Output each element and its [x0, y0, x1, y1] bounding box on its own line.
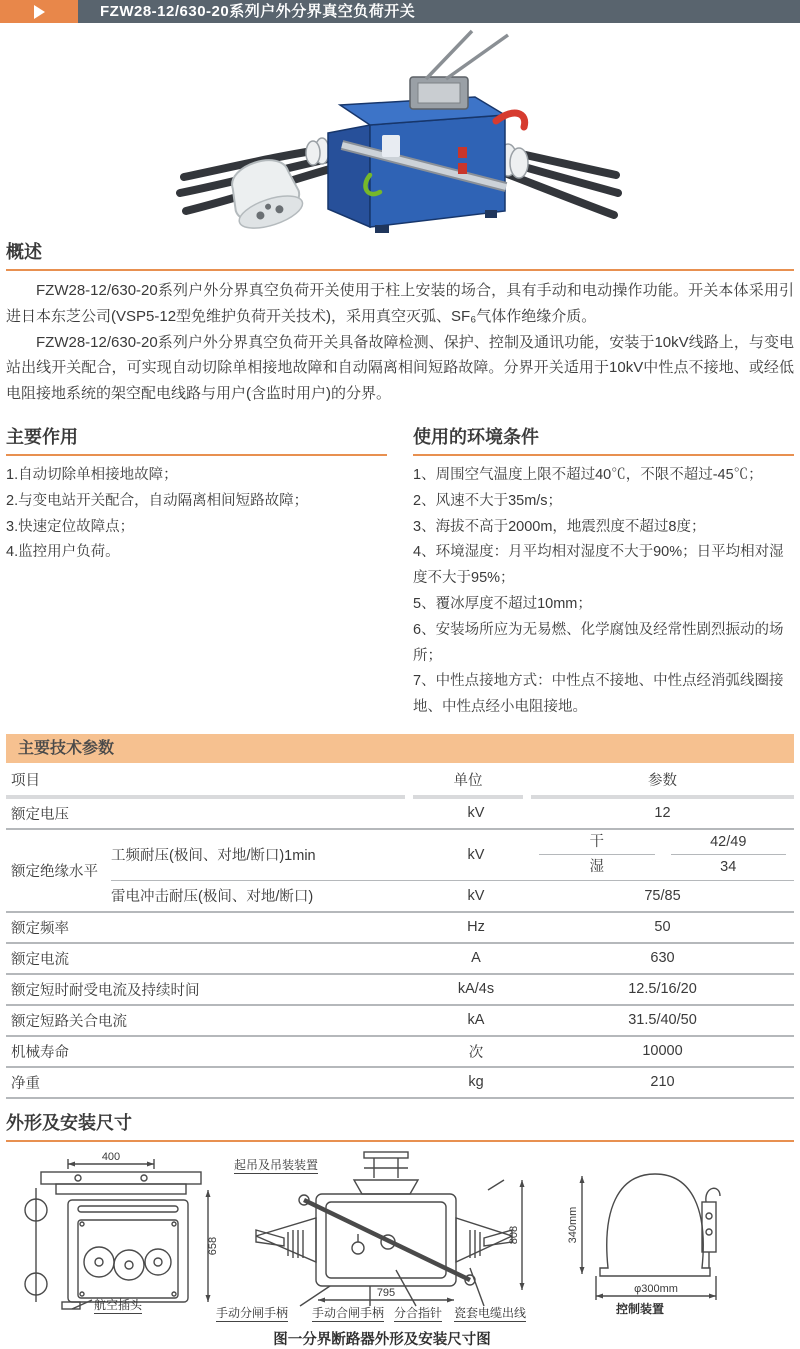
environment-item: 2、风速不大于35m/s；	[413, 492, 563, 509]
param-name: 额定电流	[11, 951, 69, 968]
param-value: 12.5/16/20	[628, 981, 697, 998]
param-unit: 次	[468, 1044, 484, 1061]
dim-795: 795	[376, 1286, 396, 1299]
dim-808: 808	[508, 1225, 520, 1245]
dry-value: 42/49	[671, 830, 787, 855]
lifting-device-label: 起吊及吊装装置	[234, 1157, 319, 1172]
dim-400: 400	[101, 1150, 121, 1163]
functions-title: 主要作用	[6, 423, 387, 456]
param-value: 75/85	[644, 887, 681, 904]
play-triangle-icon	[34, 5, 45, 19]
dimensions-title: 外形及安装尺寸	[6, 1109, 794, 1142]
overview-paragraph-2: FZW28-12/630-20系列户外分界真空负荷开关具备故障检测、保护、控制及通讯功能，安装于10kV线路上，与变电站出线开关配合，可实现自动切除单相接地故障和自动隔离相间短路故障。分界开关适用于10kV中性点不接地、或经低电阻接地系统的架空配电线路与用户(含监时用户)的分界。	[6, 333, 794, 403]
param-unit: kA	[467, 1012, 485, 1029]
product-photo	[0, 23, 800, 228]
param-name: 机械寿命	[11, 1044, 69, 1061]
table-header-row	[6, 765, 794, 799]
function-item: 4.监控用户负荷。	[6, 544, 120, 561]
overview-paragraph-1: FZW28-12/630-20系列户外分界真空负荷开关使用于柱上安装的场合，具有手动和电动操作功能。开关本体采用引进日本东芝公司(VSP5-12型免维护负荷开关技术)，采用真空灭弧、SF₆气体作绝缘介质。	[6, 282, 794, 325]
functions-column	[6, 413, 387, 721]
manual-close-handle-label: 手动合闸手柄	[312, 1305, 385, 1320]
param-name: 额定电压	[11, 806, 69, 823]
param-name: 净重	[11, 1075, 40, 1092]
environment-item: 6、安装场所应为无易燃、化学腐蚀及经常性剧烈振动的场所；	[413, 621, 784, 664]
param-name: 雷电冲击耐压(极间、对地/断口)	[111, 889, 314, 906]
param-unit: kV	[467, 805, 485, 822]
page-header	[0, 0, 800, 23]
control-device-label: 控制装置	[616, 1301, 665, 1316]
param-value: 12	[654, 805, 671, 822]
col-header-item: 项目	[6, 765, 405, 799]
figure-side-view	[6, 1150, 238, 1348]
function-item: 2.与变电站开关配合，自动隔离相间短路故障；	[6, 492, 309, 509]
switch-photo-illustration	[170, 29, 630, 234]
col-header-unit: 单位	[413, 765, 523, 799]
tech-params-table	[6, 765, 794, 1099]
param-name: 额定短路关合电流	[11, 1013, 127, 1030]
param-unit: kg	[468, 1074, 484, 1091]
table-row	[6, 975, 794, 1006]
param-value: 10000	[642, 1043, 683, 1060]
param-unit: kA/4s	[457, 981, 495, 998]
power-frequency-row	[111, 830, 794, 881]
header-accent-box	[0, 0, 78, 23]
environment-item: 7、中性点接地方式：中性点不接地、中性点经消弧线圈接地、中性点经小电阻接地。	[413, 673, 784, 716]
function-item: 1.自动切除单相接地故障；	[6, 466, 178, 483]
table-row	[6, 944, 794, 975]
dim-340mm: 340mm	[567, 1206, 579, 1244]
param-value: 31.5/40/50	[628, 1012, 697, 1029]
side-view-drawing	[6, 1150, 238, 1312]
tech-params-banner: 主要技术参数	[6, 734, 794, 763]
param-name: 工频耐压(极间、对地/断口)1min	[111, 848, 316, 865]
param-name: 额定频率	[11, 920, 69, 937]
param-name: 额定短时耐受电流及持续时间	[11, 982, 200, 999]
table-row	[6, 1068, 794, 1099]
table-row	[6, 1037, 794, 1068]
two-column-section	[6, 413, 794, 721]
environment-column	[413, 413, 794, 721]
figure-control-device	[530, 1150, 794, 1348]
dim-300mm: φ300mm	[634, 1282, 678, 1295]
figure-caption: 图一分界断路器外形及安装尺寸图	[273, 1331, 491, 1348]
param-value: 630	[650, 950, 675, 967]
environment-item: 1、周围空气温度上限不超过40℃，不限不超过-45℃；	[413, 466, 763, 483]
param-unit: Hz	[467, 919, 485, 936]
wet-label: 湿	[589, 858, 604, 875]
table-row	[6, 913, 794, 944]
table-row	[6, 799, 794, 830]
manual-open-handle-label: 手动分闸手柄	[216, 1305, 289, 1320]
param-value: 50	[654, 919, 671, 936]
environment-item: 4、环境湿度：月平均相对湿度不大于90%；日平均相对湿度不大于95%；	[413, 544, 784, 587]
overview-title: 概述	[6, 238, 794, 271]
aviation-plug-label: 航空插头	[94, 1297, 143, 1312]
environment-title: 使用的环境条件	[413, 423, 794, 456]
dimension-figures	[6, 1150, 794, 1348]
environment-item: 5、覆冰厚度不超过10mm；	[413, 595, 592, 612]
dry-label: 干	[539, 830, 655, 855]
dim-658: 658	[207, 1236, 219, 1256]
function-item: 3.快速定位故障点；	[6, 518, 135, 535]
insulation-level-row	[6, 830, 794, 913]
col-header-param: 参数	[531, 765, 794, 799]
param-name: 额定绝缘水平	[11, 863, 98, 880]
param-unit: A	[471, 950, 481, 967]
front-view-drawing	[238, 1150, 530, 1312]
table-row	[6, 1006, 794, 1037]
param-value: 210	[650, 1074, 675, 1091]
open-close-pointer-label: 分合指针	[394, 1305, 443, 1320]
wet-value: 34	[720, 858, 737, 875]
param-unit: kV	[467, 846, 485, 863]
control-device-drawing	[530, 1150, 794, 1312]
lightning-impulse-row	[111, 881, 794, 911]
page-title: FZW28-12/630-20系列户外分界真空负荷开关	[78, 0, 800, 23]
environment-item: 3、海拔不高于2000m，地震烈度不超过8度；	[413, 518, 706, 535]
porcelain-cable-outlet-label: 瓷套电缆出线	[454, 1305, 527, 1320]
param-unit: kV	[467, 887, 485, 904]
